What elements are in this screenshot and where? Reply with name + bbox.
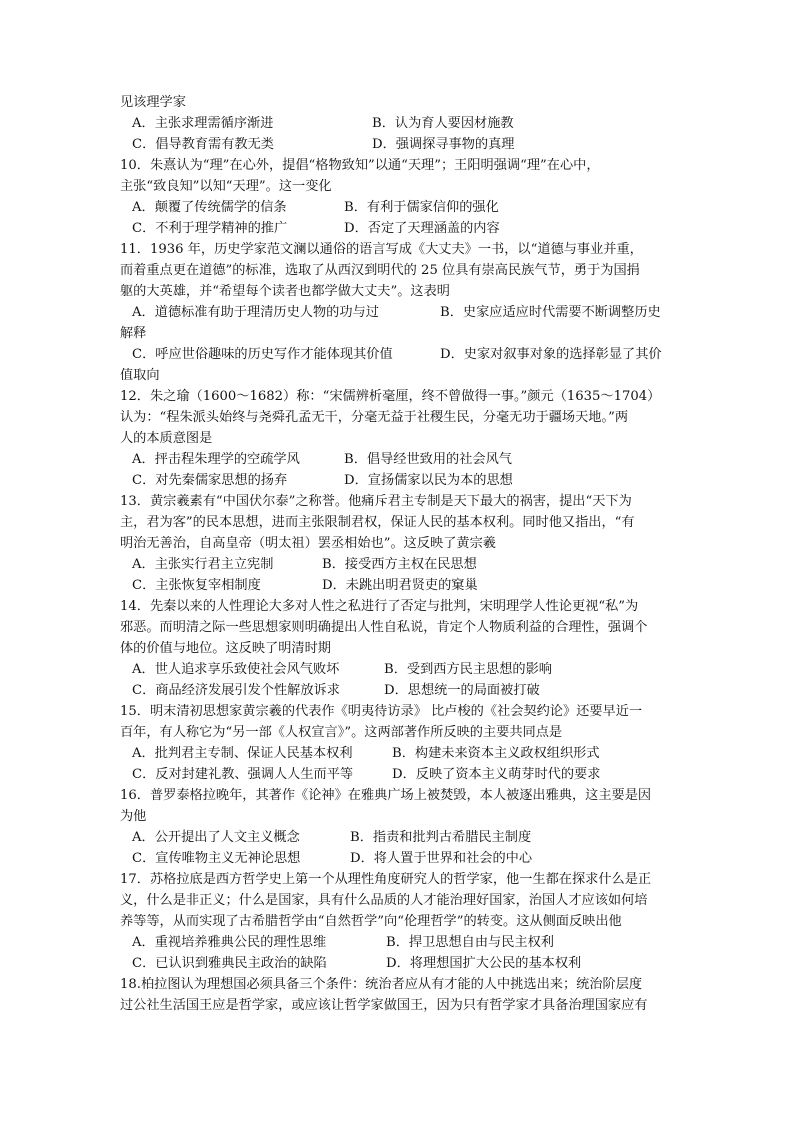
q11-options-row-1: [120, 302, 680, 323]
intro-line: 见该理学家: [120, 95, 186, 110]
q13-option-a: A．主张实行君主立宪制: [132, 557, 274, 572]
q18-line-2: 过公社生活国王应是哲学家，或应该让哲学家做国王，因为只有哲学家才具备治理国家应有: [120, 998, 648, 1013]
q17-option-b: B．捍卫思想自由与民主权利: [386, 935, 554, 950]
q12-line-3: 人的本质意图是: [120, 431, 213, 446]
q14-option-b: B．受到西方民主思想的影响: [384, 662, 552, 677]
q14-option-a: A．世人追求享乐致使社会风气败坏: [132, 662, 340, 677]
q14-line-2: 邪恶。而明清之际一些思想家则明确提出人性自私说，肯定个人物质利益的合理性，强调个: [120, 620, 648, 635]
q12-line-1: 12．朱之瑜（1600～1682）称：“宋儒辨析毫厘，终不曾做得一事。”颜元（1635～1704）: [120, 389, 661, 404]
q13-line-2: 主，君为客”的民本思想，进而主张限制君权，保证人民的基本权利。同时他又指出，“有: [120, 515, 635, 530]
q11-option-a: A．道德标准有助于理清历史人物的功与过: [132, 305, 379, 320]
q13-options-row-2: [120, 575, 680, 596]
q15-line-2: 百年，有人称它为“另一部《人权宣言》”。这两部著作所反映的主要共同点是: [120, 725, 563, 740]
q14-option-c: C．商品经济发展引发个性解放诉求: [132, 683, 340, 698]
q14-line-1: 14．先秦以来的人性理论大多对人性之私进行了否定与批判，宋明理学人性论更视“私”为: [120, 599, 639, 614]
q12-option-d: D．宣扬儒家以民为本的思想: [344, 473, 513, 488]
q17-option-c: C．已认识到雅典民主政治的缺陷: [132, 956, 327, 971]
q15-option-b: B．构建未来资本主义政权组织形式: [392, 746, 600, 761]
q12-options-row-1: [120, 449, 680, 470]
q9-option-a: A．主张求理需循序渐进: [132, 116, 274, 131]
q18-line-1: 18.柏拉图认为理想国必须具备三个条件：统治者应从有才能的人中挑选出来；统治阶层度: [120, 977, 643, 992]
q12-options-row-2: [120, 470, 680, 491]
q15-options-row-2: [120, 764, 680, 785]
q11-line-3: 躯的大英雄，并“希望每个读者也都学做大丈夫”。这表明: [120, 284, 450, 299]
q11-option-d-continuation: 值取向: [120, 368, 160, 383]
q15-option-a: A．批判君主专制、保证人民基本权利: [132, 746, 353, 761]
q17-options-row-1: [120, 932, 680, 953]
q10-option-b: B．有利于儒家信仰的强化: [344, 200, 499, 215]
q17-option-a: A．重视培养雅典公民的理性思维: [132, 935, 327, 950]
q10-option-a: A．颠覆了传统儒学的信条: [132, 200, 287, 215]
q11-option-d: D．史家对叙事对象的选择彰显了其价: [440, 347, 662, 362]
q10-line-2: 主张“致良知”以知“天理”。这一变化: [120, 179, 332, 194]
q12-line-2: 认为：“程朱派头始终与尧舜孔孟无干，分毫无益于社稷生民，分毫无功于疆场天地。”两: [120, 410, 629, 425]
q9-option-c: C．倡导教育需有教无类: [132, 137, 274, 152]
q12-option-b: B．倡导经世致用的社会风气: [344, 452, 512, 467]
q15-option-c: C．反对封建礼教、强调人人生而平等: [132, 767, 354, 782]
q10-options-row-1: [120, 197, 680, 218]
q14-line-3: 体的价值与地位。这反映了明清时期: [120, 641, 331, 656]
q17-line-1: 17．苏格拉底是西方哲学史上第一个从理性角度研究人的哲学家，他一生都在探求什么是正: [120, 872, 652, 887]
q11-option-b-continuation: 解释: [120, 326, 147, 341]
q11-line-1: 11．1936 年，历史学家范文澜以通俗的语言写成《大丈夫》一书，以“道德与事业并重，: [120, 242, 643, 257]
q15-line-1: 15．明末清初思想家黄宗羲的代表作《明夷待访录》 比卢梭的《社会契约论》还要早近一: [120, 704, 643, 719]
q10-line-1: 10．朱熹认为“理”在心外，提倡“格物致知”以通“天理”；王阳明强调“理”在心中，: [120, 158, 600, 173]
q11-option-b: B．史家应适应时代需要不断调整历史: [440, 305, 661, 320]
q16-option-a: A．公开提出了人文主义概念: [132, 830, 300, 845]
q15-option-d: D．反映了资本主义萌芽时代的要求: [392, 767, 601, 782]
q9-option-d: D．强调探寻事物的真理: [372, 137, 515, 152]
q14-options-row-1: [120, 659, 680, 680]
q14-options-row-2: [120, 680, 680, 701]
q13-option-b: B．接受西方主权在民思想: [322, 557, 477, 572]
q10-option-c: C．不利于理学精神的推广: [132, 221, 288, 236]
q15-options-row-1: [120, 743, 680, 764]
q16-line-2: 为他: [120, 809, 147, 824]
q10-options-row-2: [120, 218, 680, 239]
q13-line-3: 明治无善治，自高皇帝（明太祖）罢丞相始也”。这反映了黄宗羲: [120, 536, 496, 551]
exam-page: [120, 92, 680, 1016]
q17-line-2: 义，什么是非正义；什么是国家，具有什么品质的人才能治理好国家，治国人才应该如何培: [120, 893, 648, 908]
q14-option-d: D．思想统一的局面被打破: [384, 683, 540, 698]
q9-option-b: B．认为育人要因材施教: [372, 116, 514, 131]
q16-option-d: D．将人置于世界和社会的中心: [350, 851, 533, 866]
q17-options-row-2: [120, 953, 680, 974]
q16-options-row-2: [120, 848, 680, 869]
q13-line-1: 13．黄宗羲素有“中国伏尔泰”之称誉。他痛斥君主专制是天下最大的祸害，提出“天下为: [120, 494, 632, 509]
q10-option-d: D．否定了天理涵盖的内容: [344, 221, 500, 236]
q9-options-row-2: [120, 134, 680, 155]
q17-line-3: 养等等，从而实现了古希腊哲学由“自然哲学”向“伦理哲学”的转变。这从侧面反映出他: [120, 914, 622, 929]
q13-option-c: C．主张恢复宰相制度: [132, 578, 261, 593]
q16-option-c: C．宣传唯物主义无神论思想: [132, 851, 301, 866]
q16-option-b: B．指责和批判古希腊民主制度: [350, 830, 532, 845]
q11-option-c: C．呼应世俗趣味的历史写作才能体现其价值: [132, 347, 393, 362]
q16-line-1: 16．普罗泰格拉晚年，其著作《论神》在雅典广场上被焚毁，本人被逐出雅典，这主要是因: [120, 788, 652, 803]
q12-option-a: A．抨击程朱理学的空疏学风: [132, 452, 300, 467]
q11-options-row-2: [120, 344, 680, 365]
q13-option-d: D．未跳出明君贤吏的窠巢: [322, 578, 478, 593]
q17-option-d: D．将理想国扩大公民的基本权利: [386, 956, 582, 971]
q9-options-row-1: [120, 113, 680, 134]
q11-line-2: 而着重点更在道德”的标准，选取了从西汉到明代的 25 位具有崇高民族气节，勇于为国捐: [120, 263, 640, 278]
q16-options-row-1: [120, 827, 680, 848]
q13-options-row-1: [120, 554, 680, 575]
q12-option-c: C．对先秦儒家思想的扬弃: [132, 473, 288, 488]
